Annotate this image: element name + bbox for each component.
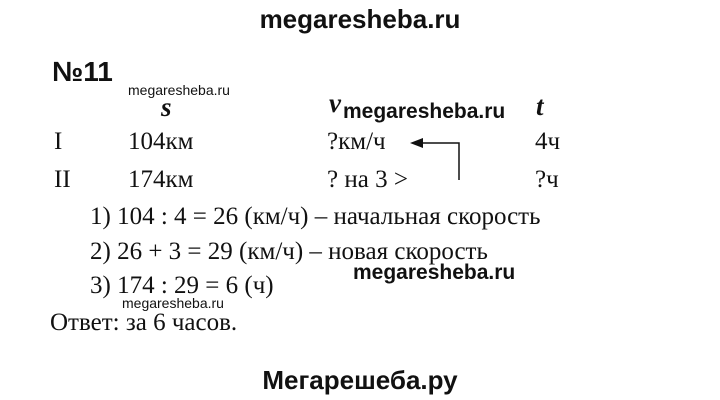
row-2-label: II [54,166,71,193]
watermark-small: megaresheba.ru [122,295,224,311]
watermark-mid: megaresheba.ru [353,261,516,284]
row-1-label: I [54,128,63,155]
row-2-time: ?ч [535,166,559,193]
row-1-speed: ?км/ч [327,128,386,155]
row-1-distance: 104км [128,128,194,155]
solution-step-2: 2) 26 + 3 = 29 (км/ч) – новая скорость [90,238,488,265]
watermark-small: megaresheba.ru [128,82,230,98]
problem-number: №11 [52,56,113,87]
row-2-speed: ? на 3 > [327,166,408,193]
watermark-mid: megaresheba.ru [343,100,506,123]
row-1-time: 4ч [535,128,561,155]
header-s: s [161,92,172,122]
answer-line: Ответ: за 6 часов. [50,309,238,336]
header-v: v [329,88,341,118]
solution-step-3: 3) 174 : 29 = 6 (ч) [90,272,274,299]
site-footer-watermark: Мегарешеба.ру [262,365,458,395]
site-header-watermark: megaresheba.ru [259,4,461,34]
solution-step-1: 1) 104 : 4 = 26 (км/ч) – начальная скорость [90,203,541,230]
row-2-distance: 174км [128,166,194,193]
header-t: t [536,91,544,121]
